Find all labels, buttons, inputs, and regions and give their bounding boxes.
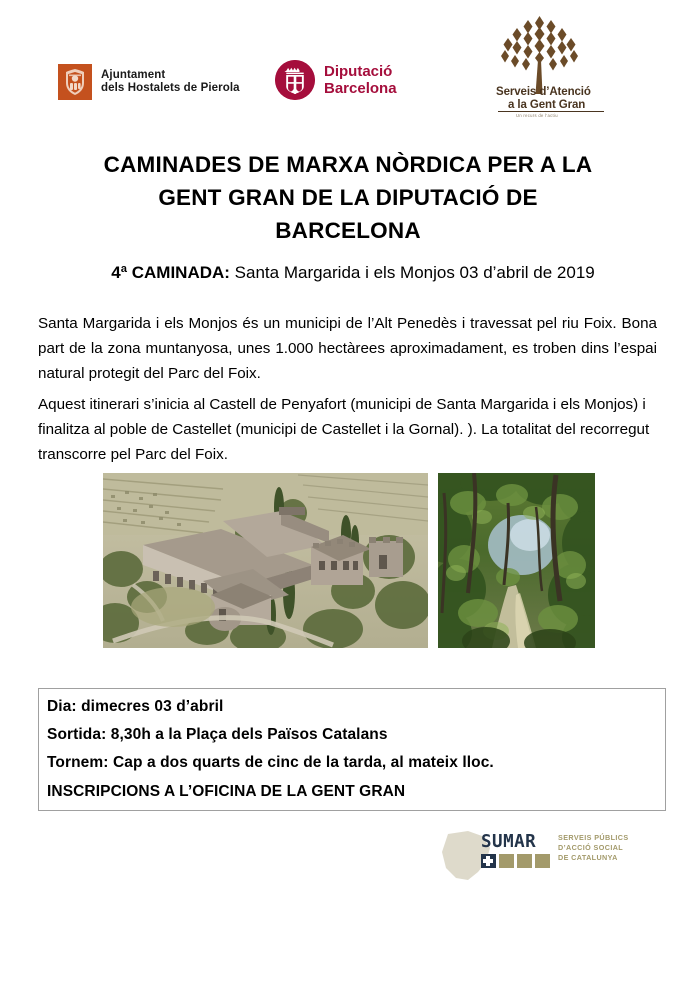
info-line-inscripcions: INSCRIPCIONS A L’OFICINA DE LA GENT GRAN bbox=[47, 783, 406, 800]
diputacio-barcelona-crest-icon bbox=[275, 60, 315, 100]
page-title-line2: GENT GRAN DE LA DIPUTACIÓ DE bbox=[158, 185, 538, 210]
tree-icon bbox=[482, 14, 602, 94]
info-line-dia: Dia: dimecres 03 d’abril bbox=[47, 698, 224, 715]
gentgran-label-line2: a la Gent Gran bbox=[508, 99, 586, 111]
diputacio-label-line1: Diputació bbox=[324, 63, 393, 80]
ajuntament-label-line1: Ajuntament bbox=[101, 68, 166, 81]
page-title-line1: CAMINADES DE MARXA NÒRDICA PER A LA bbox=[103, 152, 593, 177]
info-line-tornem: Tornem: Cap a dos quarts de cinc de la tarda, al mateix lloc. bbox=[47, 754, 494, 771]
sumar-gold-square-1-icon bbox=[499, 854, 514, 868]
logo-diputacio-barcelona bbox=[275, 60, 397, 100]
diputacio-label-line2: Barcelona bbox=[324, 80, 397, 97]
sumar-tagline-line2: D’ACCIÓ SOCIAL bbox=[558, 843, 624, 852]
sumar-tagline-line3: DE CATALUNYA bbox=[558, 853, 618, 862]
ajuntament-label-line2: dels Hostalets de Pierola bbox=[101, 82, 240, 94]
logo-serveis-atencio-gent-gran bbox=[472, 14, 612, 119]
sumar-tagline bbox=[558, 833, 629, 863]
event-info-box bbox=[38, 688, 666, 811]
sumar-plus-square-icon bbox=[481, 854, 496, 868]
ajuntament-label bbox=[101, 69, 240, 96]
castell-de-penyafort-aerial-photo bbox=[103, 473, 428, 648]
ajuntament-coat-of-arms-icon bbox=[58, 64, 92, 100]
gentgran-underline bbox=[498, 111, 604, 112]
header-logo-bar bbox=[0, 0, 696, 128]
forest-path-photo bbox=[438, 473, 595, 648]
logo-ajuntament-hostalets-de-pierola bbox=[58, 64, 240, 100]
event-details-label: Santa Margarida i els Monjos 03 d’abril de 2019 bbox=[229, 263, 595, 282]
body-paragraph-1: Santa Margarida i els Monjos és un municipi de l’Alt Penedès i travessat pel riu Foix. Bona part de la zona muntanyosa, unes 1.000 hectàrees aproximadament, es troben dins l’espai natural protegit del Parc del Foix. bbox=[38, 315, 657, 382]
page-title-line3: BARCELONA bbox=[275, 218, 421, 243]
gentgran-label-line1: Serveis d’Atenció bbox=[496, 86, 591, 98]
sumar-square-marks bbox=[481, 854, 550, 868]
sumar-gold-square-2-icon bbox=[517, 854, 532, 868]
event-subtitle bbox=[48, 262, 658, 284]
page-title bbox=[48, 148, 648, 247]
sumar-gold-square-3-icon bbox=[535, 854, 550, 868]
event-number-label: 4ª CAMINADA: bbox=[111, 263, 230, 282]
sumar-tagline-line1: SERVEIS PÚBLICS bbox=[558, 833, 629, 842]
body-paragraph-2: Aquest itinerari s’inicia al Castell de Penyafort (municipi de Santa Margarida i els Monjos) i finalitza al poble de Castellet (municipi de Castellet i la Gornal). ). La totalitat del recorregut transcorre pel Parc del Foix. bbox=[38, 396, 650, 463]
logo-sumar bbox=[438, 828, 629, 888]
info-line-sortida: Sortida: 8,30h a la Plaça dels Països Catalans bbox=[47, 726, 388, 743]
diputacio-label bbox=[324, 63, 397, 97]
gentgran-label-line3: Un recurs de l’actiu bbox=[516, 113, 558, 118]
sumar-wordmark: SUMAR bbox=[481, 832, 537, 852]
